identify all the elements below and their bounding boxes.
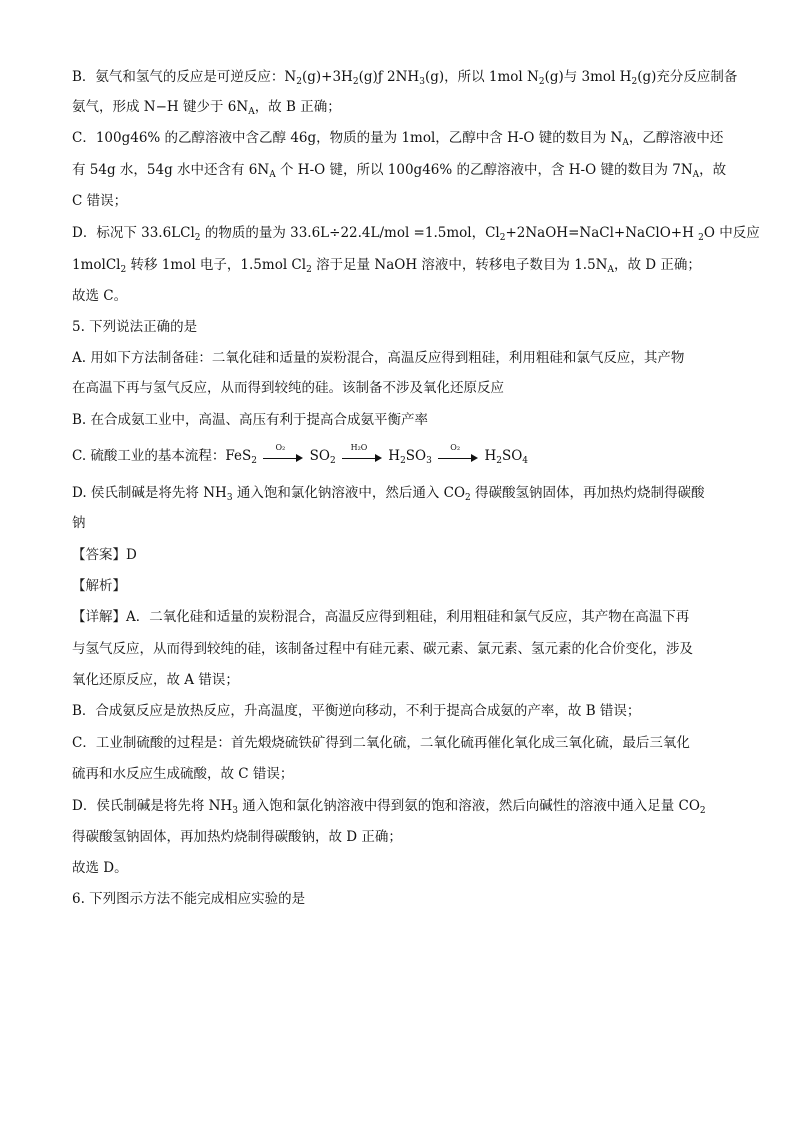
q5-option-b: B. 在合成氨工业中，高温、高压有利于提高合成氨平衡产率: [72, 412, 429, 428]
detail-c-line-1: C．工业制硫酸的过程是：首先煅烧硫铁矿得到二氧化硫，二氧化硫再催化氧化成三氧化硫，最后三氧化: [72, 735, 690, 751]
detail-a-line-2: 与氢气反应，从而得到较纯的硅，该制备过程中有硅元素、碳元素、氯元素、氢元素的化合价变化，涉及: [72, 641, 693, 657]
detail-d-line-2: 得碳酸氢钠固体，再加热灼烧制得碳酸钠，故 D 正确；: [72, 829, 402, 845]
option-b-line-1: B．氨气和氢气的反应是可逆反应：$N_2(g)+3H_2(g)ƒ$ $2NH_3(g)$，所以 1mol $N_2(g)$与 3mol $H_2(g)$充分反应制备: [72, 69, 738, 87]
q5-option-d-line-1: D. 侯氏制碱是将先将 $NH_3$ 通入饱和氯化钠溶液中，然后通入 $CO_2$ 得碳酸氢钠固体，再加热灼烧制得碳酸: [72, 485, 705, 503]
arrow-o2-second: O₂: [438, 452, 478, 462]
q5-option-a-line-1: A. 用如下方法制备硅：二氧化硅和适量的炭粉混合，高温反应得到粗硅，利用粗硅和氯气反应，其产物: [72, 350, 685, 366]
detail-c-line-2: 硫再和水反应生成硫酸，故 C 错误；: [72, 766, 294, 782]
choose-c: 故选 C。: [72, 288, 128, 304]
option-c-line-3: C 错误；: [72, 193, 128, 209]
detail-b: B．合成氨反应是放热反应，升高温度，平衡逆向移动，不利于提高合成氨的产率，故 B 错误；: [72, 703, 641, 719]
answer-label: 【答案】D: [72, 547, 137, 563]
detail-a-line-1: 【详解】A．二氧化硅和适量的炭粉混合，高温反应得到粗硅，利用粗硅和氯气反应，其产物在高温下再: [72, 609, 690, 625]
question-6-title: 6. 下列图示方法不能完成相应实验的是: [72, 891, 306, 907]
q5-option-a-line-2: 在高温下再与氢气反应，从而得到较纯的硅。该制备不涉及氧化还原反应: [72, 380, 504, 396]
arrow-h2o: H₂O: [342, 452, 382, 462]
arrow-o2: O₂: [263, 452, 303, 462]
q5-option-d-line-2: 钠: [72, 515, 86, 531]
detail-a-line-3: 氧化还原反应，故 A 错误；: [72, 672, 239, 688]
question-5-title: 5. 下列说法正确的是: [72, 319, 198, 335]
option-d-line-1: D．标况下 33.6LCl$_2$ 的物质的量为 33.6L÷22.4L/mol =1.5mol，$Cl_2+2NaOH=NaCl+NaClO+H$ $_2$O 中反应: [72, 225, 760, 243]
option-c-line-2: 有 54g 水，54g 水中还含有 $6N_A$ 个 H-O 键，所以 100g46% 的乙醇溶液中，含 H-O 键的数目为 $7N_A$，故: [72, 162, 727, 180]
option-b-line-2: 氨气，形成 N−H 键少于 $6N_A$，故 B 正确；: [72, 99, 341, 117]
option-d-line-2: 1molCl$_2$ 转移 1mol 电子，1.5mol $Cl_2$ 溶于足量 NaOH 溶液中，转移电子数目为 $1.5N_A$，故 D 正确；: [72, 257, 701, 275]
detail-d-line-1: D．侯氏制碱是将先将 $NH_3$ 通入饱和氯化钠溶液中得到氨的饱和溶液，然后向碱性的溶液中通入足量 $CO_2$: [72, 798, 706, 816]
option-c-line-1: C．100g46% 的乙醇溶液中含乙醇 46g，物质的量为 1mol，乙醇中含 H-O 键的数目为 $N_A$，乙醇溶液中还: [72, 130, 724, 148]
q5-option-c: C. 硫酸工业的基本流程：FeS$_2$ O₂ $SO_2$ H₂O $H_2SO_3$ O₂ $H_2SO_4$: [72, 442, 529, 466]
choose-d: 故选 D。: [72, 860, 128, 876]
analysis-label: 【解析】: [72, 578, 126, 594]
